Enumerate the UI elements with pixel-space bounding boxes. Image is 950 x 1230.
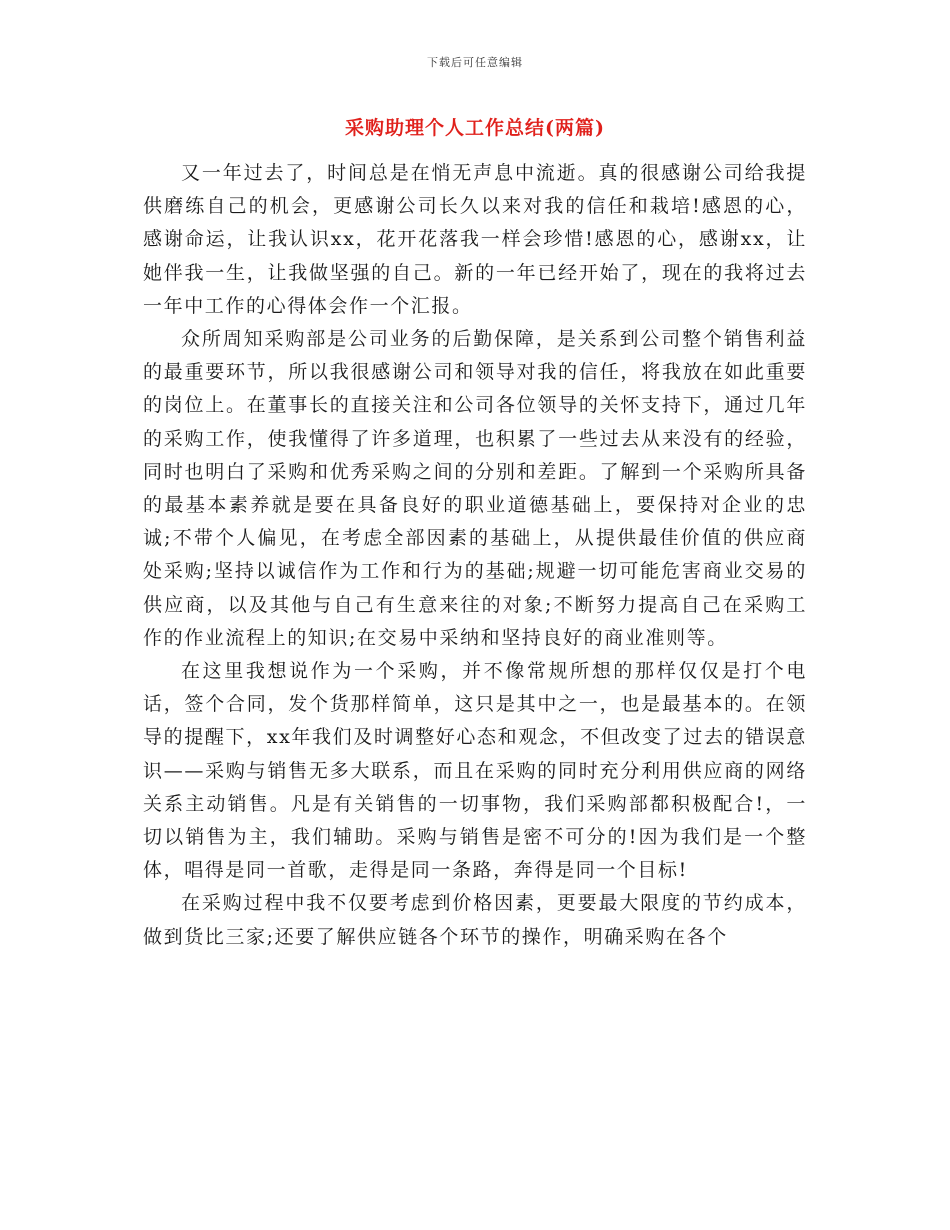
document-title: 采购助理个人工作总结(两篇) [345,117,605,139]
paragraph-1: 又一年过去了，时间总是在悄无声息中流逝。真的很感谢公司给我提供磨练自己的机会，更感谢公司长久以来对我的信任和栽培!感恩的心，感谢命运，让我认识xx，花开花落我一样会珍惜!感恩的心，感谢xx，让她伴我一生，让我做坚强的自己。新的一年已经开始了，现在的我将过去一年中工作的心得体会作一个汇报。 [143,162,807,317]
header-note: 下载后可任意编辑 [427,56,523,69]
document-body [143,157,807,954]
paragraph-2: 众所周知采购部是公司业务的后勤保障，是关系到公司整个销售利益的最重要环节，所以我很感谢公司和领导对我的信任，将我放在如此重要的岗位上。在董事长的直接关注和公司各位领导的关怀支持下，通过几年的采购工作，使我懂得了许多道理，也积累了一些过去从来没有的经验，同时也明白了采购和优秀采购之间的分别和差距。了解到一个采购所具备的最基本素养就是要在具备良好的职业道德基础上，要保持对企业的忠诚;不带个人偏见，在考虑全部因素的基础上，从提供最佳价值的供应商处采购;坚持以诚信作为工作和行为的基础;规避一切可能危害商业交易的供应商，以及其他与自己有生意来往的对象;不断努力提高自己在采购工作的作业流程上的知识;在交易中采纳和坚持良好的商业准则等。 [143,328,807,649]
paragraph-3: 在这里我想说作为一个采购，并不像常规所想的那样仅仅是打个电话，签个合同，发个货那样简单，这只是其中之一，也是最基本的。在领导的提醒下，xx年我们及时调整好心态和观念，不但改变了过去的错误意识——采购与销售无多大联系，而且在采购的同时充分利用供应商的网络关系主动销售。凡是有关销售的一切事物，我们采购部都积极配合!，一切以销售为主，我们辅助。采购与销售是密不可分的!因为我们是一个整体，唱得是同一首歌，走得是同一条路，奔得是同一个目标! [143,660,807,882]
paragraph-4: 在采购过程中我不仅要考虑到价格因素，更要最大限度的节约成本，做到货比三家;还要了解供应链各个环节的操作，明确采购在各个 [143,892,807,948]
